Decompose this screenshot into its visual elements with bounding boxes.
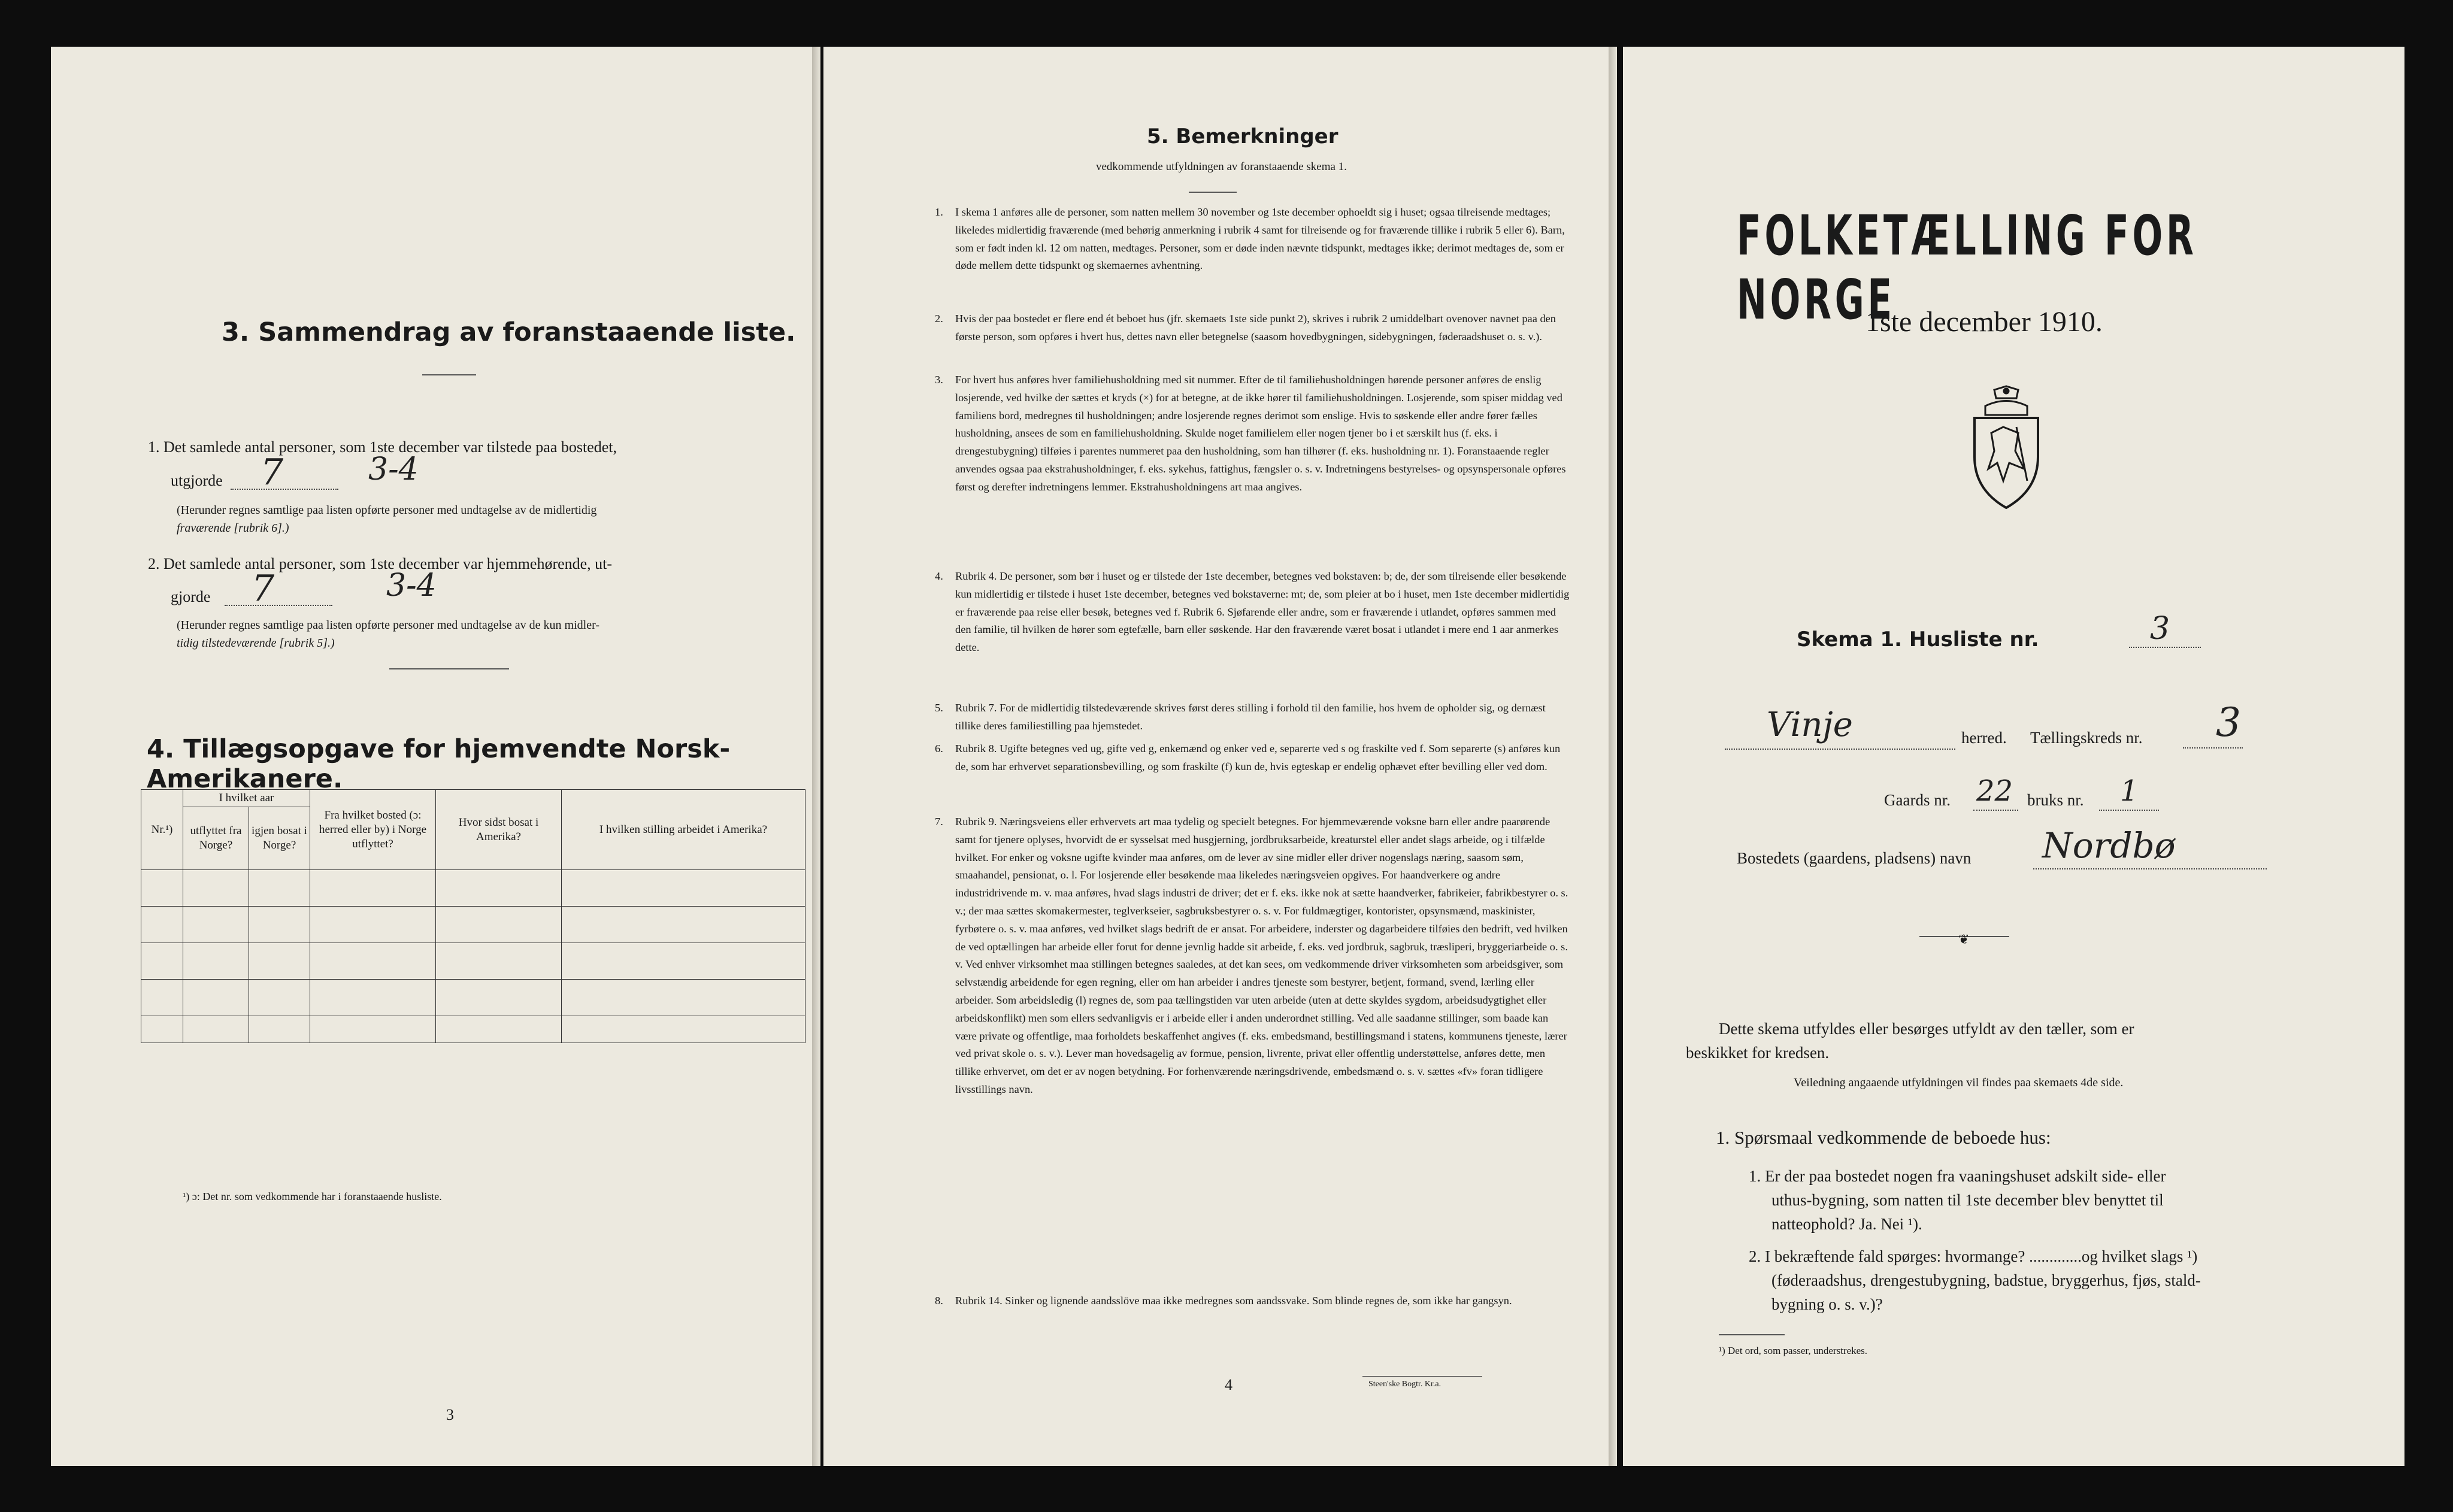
- table-row: [141, 1016, 805, 1043]
- remark-item-1: 1. I skema 1 anføres alle de personer, som natten mellem 30 november og 1ste december ophoeldt sig i huset; ogsaa tilreisende medtages; likeledes midlertidig fraværende (med behørig anmerkning i rubrik 4 samt for tilreisende og for fraværende tillike i rubrik 5 eller 6). Barn, som er født inden kl. 12 om natten, medtages. Personer, som er døde inden nævnte tidspunkt, medtages ikke; derimot medtages de, som er døde mellem dette tidspunkt og skemaernes avhentning.: [935, 206, 1565, 272]
- remarks-subtitle: vedkommende utfyldningen av foranstaaende skema 1.: [1096, 160, 1347, 173]
- page-number: 4: [1225, 1376, 1232, 1393]
- remark-item-3: 3. For hvert hus anføres hver familiehusholdning med sit nummer. Efter de til familiehusholdningen hørende personer anføres de enslig losjerende, ved hvilke der sættes et kryds (×) for at betegne, at de ikke hører til familiehusholdningen. Losjerende, som spiser middag ved familiens bord, medregnes til husholdningen; andre losjerende regnes derimot som enslige. Hvis to søskende eller andre fører fælles husholdning, ansees de som en familiehusholdning. Skulde noget familielem eller nogen tjener bo i et særskilt hus (f. eks. i drengestubygning) tilføies i parentes nummeret paa den husholdning, som han tilhører (f. eks. husholdning nr. 1). Foranstaaende regler anvendes ogsaa paa ekstrahusholdninger, f. eks. sykehus, fattighus, fængsler o. s. v. Indretningens bestyrelses- og opsynspersonale opføres først og derefter indretningens lemmer. Ekstrahusholdningens art maa angives.: [935, 374, 1566, 493]
- question-2-line-3: bygning o. s. v.)?: [1771, 1295, 1883, 1313]
- ornament-icon: ❦: [1958, 932, 1970, 947]
- handwritten-note: 3-4: [368, 452, 419, 487]
- handwritten-count: 7: [252, 568, 275, 610]
- dotted-line: [2099, 810, 2159, 811]
- gaards-number[interactable]: 22: [1976, 774, 2013, 808]
- col-igjen-bosat: igjen bosat i Norge?: [249, 807, 310, 870]
- table-row: [141, 943, 805, 980]
- questions-heading: 1. Spørsmaal vedkommende de beboede hus:: [1716, 1127, 2051, 1148]
- bruks-label: bruks nr.: [2027, 791, 2084, 809]
- question-1-line-1: 1. Er der paa bostedet nogen fra vaaningshuset adskilt side- eller: [1749, 1167, 2166, 1185]
- remark-item-7: 7. Rubrik 9. Næringsveiens eller erhvervets art maa tydelig og specielt betegnes. For hjemmeværende voksne barn eller andre paarørende samt for tjenere oplyses, hvorvidt de er sysselsat med husgjerning, jordbruksarbeide, kreaturstel eller andet slags arbeide, og i tilfælde hvilket. For enker og voksne ugifte kvinder maa anføres, om de lever av sine midler eller driver nogenslags næring, saasom søm, smaahandel, pensionat, o. l. For losjerende eller besøkende maa likeledes næringsveien opgives. For haandverkere og andre industridrivende m. v. maa anføres, hvad slags industri de driver; det er f. eks. ikke nok at sætte haandverker, fabrikeier, fabrikbestyrer o. s. v.; der maa sættes skomakermester, teglverkseier, sagbruksbestyrer o. s. v. For fuldmægtiger, kontorister, opsynsmænd, maskinister, fyrbøtere o. s. v. maa anføres, ved hvilket slags bedrift de er ansat. For arbeidere, inderster og dagarbeidere tilføies den bedrift, ved hvilken de ved optællingen har arbeide eller forut for denne jevnlig hadde sit arbeide, f. eks. ved jordbruk, sagbruk, træsliperi, bryggeriarbeide o. s. v. Ved enhver virksomhet maa stillingen betegnes saaledes, at det kan sees, om vedkommende driver virksomheten som arbeidsgiver, som selvstændig arbeidende for egen regning, eller om han arbeider i andres tjeneste som bestyrer, betjent, formand, svend, lærling eller arbeider. Som arbeidsledig (l) regnes de, som paa tællingstiden var uten arbeide (uten at dette skyldes sygdom, arbeidsudygtighet eller arbeidskonflikt) men som ellers sedvanligvis er i arbeide eller i anden underordnet stilling. Ved alle saadanne stillinger, som baade kan være private og offentlige, maa forholdets beskaffenhet angives (f. eks. embedsmand, bestillingsmand i statens, kommunens tjeneste, lærer ved privat skole o. s. v.). Lever man hovedsagelig av formue, pension, livrente, privat eller offentlig understøttelse, anføres dette, men tillike erhvervet, om det er av nogen betydning. For forhenværende næringsdrivende, embedsmænd o. s. v. sættes «fv» foran tidligere livsstillings navn.: [935, 816, 1568, 1095]
- printer-imprint: Steen'ske Bogtr. Kr.a.: [1368, 1380, 1441, 1389]
- remark-item-8: 8. Rubrik 14. Sinker og lignende aandsslöve maa ikke medregnes som aandssvake. Som blinde regnes de, som ikke har gangsyn.: [935, 1295, 1512, 1307]
- dotted-line: [2129, 647, 2201, 648]
- dotted-line: [2033, 868, 2267, 869]
- summary-note-2a: (Herunder regnes samtlige paa listen opførte personer med undtagelse av de kun midler-: [177, 619, 600, 632]
- gaards-label: Gaards nr.: [1884, 791, 1951, 809]
- coat-of-arms-icon: [1961, 385, 2051, 511]
- divider: [1719, 1334, 1785, 1335]
- table-row: [141, 980, 805, 1016]
- dotted-line: [1973, 810, 2018, 811]
- divider: [1362, 1376, 1482, 1377]
- norsk-amerikanere-table: [141, 789, 805, 1043]
- intro-line-1: Dette skema utfyldes eller besørges utfyldt av den tæller, som er: [1719, 1020, 2134, 1038]
- question-1-line-3: natteophold? Ja. Nei ¹).: [1771, 1215, 1922, 1233]
- divider: [1189, 192, 1237, 193]
- handwritten-count: 7: [261, 452, 284, 493]
- kreds-label: Tællingskreds nr.: [2030, 729, 2143, 747]
- col-stilling: I hvilken stilling arbeidet i Amerika?: [562, 790, 805, 870]
- census-date: 1ste december 1910.: [1866, 306, 2103, 338]
- col-fra-bosted: Fra hvilket bosted (ɔ: herred eller by) i Norge utflyttet?: [310, 790, 436, 870]
- remark-item-4: 4. Rubrik 4. De personer, som bør i huset og er tilstede der 1ste december, betegnes ved bokstaven: b; de, der som tilreisende eller besøkende kun midlertidig er tilstede i huset 1ste december, betegnes ved bokstaverne: mt; de, som pleier at bo i huset, men 1ste december midlertidig er fraværende paa reise eller besøk, betegnes ved f. Rubrik 6. Sjøfarende eller andre, som er fraværende i utlandet, opføres sammen med den familie, til hvilken de hører som egtefælle, barn eller søskende. Har den fraværende været bosat i utlandet i mere end 1 aar anmerkes dette.: [935, 570, 1570, 654]
- page-fold: [812, 47, 820, 1466]
- summary-note-2b: tidig tilstedeværende [rubrik 5].): [177, 637, 335, 650]
- herred-value[interactable]: Vinje: [1767, 705, 1853, 744]
- skema-label: Skema 1. Husliste nr.: [1797, 628, 2039, 652]
- summary-note-1a: (Herunder regnes samtlige paa listen opførte personer med undtagelse av de midlertidig: [177, 504, 597, 517]
- question-2-line-1: 2. I bekræftende fald spørges: hvormange? .............og hvilket slags ¹): [1749, 1247, 2198, 1265]
- remarks-heading: 5. Bemerkninger: [1147, 125, 1338, 149]
- summary-item-1: 1. Det samlede antal personer, som 1ste december var tilstede paa bostedet,: [148, 438, 617, 456]
- table-footnote: ¹) ɔ: Det nr. som vedkommende har i foranstaaende husliste.: [183, 1190, 442, 1202]
- col-sidst-bosat: Hvor sidst bosat i Amerika?: [436, 790, 562, 870]
- page-middle: [823, 47, 1617, 1466]
- question-1-line-2: uthus-bygning, som natten til 1ste december blev benyttet til: [1771, 1191, 2164, 1209]
- page-left: [51, 47, 820, 1466]
- divider: [389, 668, 509, 669]
- divider: [422, 374, 476, 375]
- kreds-number[interactable]: 3: [2216, 699, 2241, 746]
- husliste-number[interactable]: 3: [2150, 611, 2170, 647]
- table-row: [141, 907, 805, 943]
- page-footnote: ¹) Det ord, som passer, understrekes.: [1719, 1345, 1868, 1356]
- herred-label: herred.: [1961, 729, 2007, 747]
- norsk-amerikanere-heading: 4. Tillægsopgave for hjemvendte Norsk-Amerikanere.: [147, 734, 731, 794]
- bruks-number[interactable]: 1: [2120, 774, 2139, 808]
- summary-note-1b: fraværende [rubrik 6].): [177, 522, 289, 535]
- col-group-year: I hvilket aar: [183, 790, 310, 807]
- veiledning-note: Veiledning angaaende utfyldningen vil findes paa skemaets 4de side.: [1794, 1076, 2124, 1089]
- dotted-line: [2183, 747, 2243, 749]
- remark-item-5: 5. Rubrik 7. For de midlertidig tilstedeværende skrives først deres stilling i forhold til den familie, hos hvem de opholder sig, og dernæst tillike deres familiestilling paa hjemstedet.: [935, 702, 1546, 732]
- summary-item-1-prefix: utgjorde: [171, 472, 223, 489]
- col-nr: Nr.¹): [141, 790, 183, 870]
- bosted-value[interactable]: Nordbø: [2042, 825, 2176, 866]
- summary-item-2-prefix: gjorde: [171, 588, 211, 605]
- summary-item-2: 2. Det samlede antal personer, som 1ste december var hjemmehørende, ut-: [148, 555, 613, 572]
- census-title: FOLKETÆLLING FOR NORGE: [1737, 204, 2197, 332]
- dotted-line: [225, 605, 332, 606]
- summary-heading: 3. Sammendrag av foranstaaende liste.: [222, 317, 796, 347]
- bosted-label: Bostedets (gaardens, pladsens) navn: [1737, 849, 1972, 867]
- page-number: 3: [446, 1406, 454, 1423]
- dotted-line: [1725, 749, 1955, 750]
- remark-item-2: 2. Hvis der paa bostedet er flere end ét beboet hus (jfr. skemaets 1ste side punkt 2), skrives i rubrik 2 umiddelbart ovenover navnet paa den første person, som opføres i hvert hus, dettes navn eller betegnelse (saasom hovedbygningen, sidebygningen, føderaadshuset o. s. v.).: [935, 313, 1556, 343]
- question-2-line-2: (føderaadshus, drengestubygning, badstue, bryggerhus, fjøs, stald-: [1771, 1271, 2201, 1289]
- col-utflyttet: utflyttet fra Norge?: [183, 807, 249, 870]
- dotted-line: [231, 489, 338, 490]
- page-right: [1623, 47, 2404, 1466]
- handwritten-note: 3-4: [386, 568, 437, 604]
- intro-line-2: beskikket for kredsen.: [1686, 1044, 1830, 1062]
- remark-item-6: 6. Rubrik 8. Ugifte betegnes ved ug, gifte ved g, enkemænd og enker ved e, separerte ved s og fraskilte ved f. Som separerte (s) anføres kun de, som har erhvervet separationsbevilling, og som fraskilte (f) kun de, hvis egteskap er endelig ophævet efter bevilling eller ved dom.: [935, 743, 1561, 772]
- table-row: [141, 870, 805, 907]
- page-fold: [1609, 47, 1617, 1466]
